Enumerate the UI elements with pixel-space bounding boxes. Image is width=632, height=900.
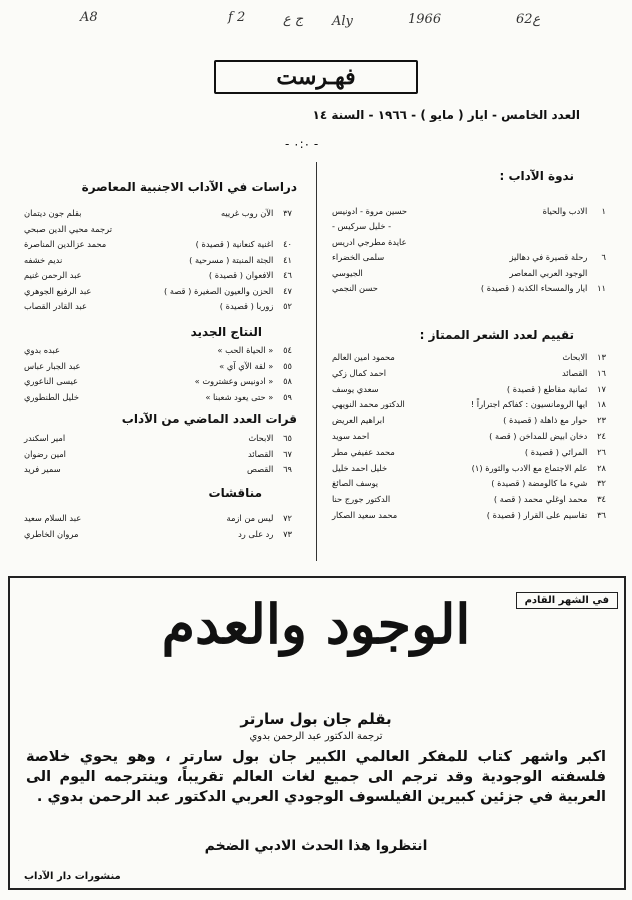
toc-page-number: ٢٨ <box>597 462 606 473</box>
toc-page-number: ١١ <box>597 283 606 293</box>
toc-page-number: ٤٠ <box>283 239 292 249</box>
toc-page-number: ٥٤ <box>283 345 292 355</box>
toc-item-author: ترجمة محيي الدين صبحي <box>24 223 113 234</box>
toc-item-author: محمد سعيد الصكار <box>332 510 398 520</box>
toc-row <box>217 345 292 355</box>
toc-item-author: عبد الرحمن غنيم <box>24 270 82 280</box>
toc-item-author: سلمى الخضراء <box>332 252 385 263</box>
section-discussions: مناقشات <box>208 486 262 500</box>
toc-row <box>220 301 292 311</box>
toc-item-author: محمود امين العالم <box>332 352 395 362</box>
toc-page-number: ٣٢ <box>597 478 606 489</box>
toc-page-number: ١٦ <box>597 367 606 378</box>
toc-item-author: عبده بدوي <box>24 345 60 355</box>
toc-row <box>247 464 292 474</box>
toc-page-number: ٧٢ <box>283 513 292 523</box>
toc-page-number: ١٨ <box>597 399 606 410</box>
toc-row <box>562 352 606 362</box>
toc-page-number: ٣٧ <box>283 208 292 218</box>
toc-item-title: دخان ابيض للمداخن ( قصة ) <box>489 431 588 441</box>
toc-page-number: ٣٤ <box>597 494 606 505</box>
toc-item-author: ابراهيم العريض <box>332 415 385 426</box>
toc-item-title: الابحاث <box>248 433 274 443</box>
toc-item-author: خليل احمد خليل <box>332 462 388 473</box>
toc-page-number: ٤٧ <box>283 285 292 296</box>
issue-line: العدد الخامس - ايار ( مايو ) - ١٩٦٦ - السنة ١٤ <box>312 108 580 122</box>
toc-item-title: الافعوان ( قصيدة ) <box>208 270 274 280</box>
toc-item-author: حسين مروة - ادونيس <box>332 206 408 216</box>
toc-page-number: ٦٩ <box>283 464 292 475</box>
toc-item-title: القصائد <box>247 448 274 459</box>
toc-row <box>507 384 606 394</box>
toc-row <box>525 447 606 457</box>
toc-row <box>491 478 606 488</box>
toc-item-title: شيء ما كالومضة ( قصيدة ) <box>491 478 588 489</box>
column-divider <box>316 162 317 561</box>
toc-item-title: تقاسيم على القرار ( قصيدة ) <box>486 510 588 520</box>
toc-item-title: رد على رد <box>238 529 274 539</box>
toc-item-title: القصائد <box>561 367 588 378</box>
toc-item-title: اغنية كنعانية ( قصيدة ) <box>195 239 274 249</box>
section-previous-issue: قرات العدد الماضي من الآداب <box>121 412 297 426</box>
toc-item-author: سعدي يوسف <box>332 383 379 394</box>
toc-item-title: ايار والمسحاء الكذبة ( قصيدة ) <box>480 283 588 293</box>
toc-row <box>164 286 292 296</box>
toc-row <box>543 206 606 216</box>
toc-item-author: امير اسكندر <box>24 433 66 443</box>
toc-row <box>509 252 606 262</box>
toc-item-title: القصص <box>246 464 274 475</box>
toc-row <box>221 208 292 218</box>
book-title: الوجود والعدم <box>161 592 471 656</box>
call-to-action: انتظروا هذا الحدث الادبي الضخم <box>204 838 428 854</box>
toc-item-author: حسن النجمي <box>332 283 378 293</box>
toc-item-title: ايها الرومانسيون : كفاكم اجتراراً ! <box>470 399 588 410</box>
toc-row <box>276 224 292 234</box>
toc-item-title: الجثة المنبتة ( مسرحية ) <box>189 254 274 265</box>
toc-row <box>562 368 606 378</box>
toc-page-number: ١ <box>601 206 606 216</box>
toc-page-number: ٥٥ <box>283 360 292 371</box>
toc-page-number: ٤٦ <box>283 270 292 280</box>
toc-page-number: ٧٣ <box>283 529 292 539</box>
toc-page-number: ٥٨ <box>283 376 292 387</box>
toc-item-author: احمد كمال زكي <box>332 367 387 378</box>
toc-item-author: الجيوسي <box>332 267 363 278</box>
toc-item-title: ليس من ازمة <box>226 513 274 523</box>
toc-row <box>590 237 606 247</box>
toc-item-title: « حتى يعود شعبنا » <box>205 391 274 402</box>
toc-item-author: خليل الطنطوري <box>24 391 80 402</box>
toc-item-author: نديم خشفه <box>24 254 63 265</box>
section-nadwa: ندوة الآداب : <box>499 169 574 183</box>
toc-row <box>494 494 606 504</box>
toc-row <box>590 221 606 231</box>
section-new-output: النتاج الجديد <box>190 325 262 339</box>
toc-item-author: بقلم جون ديتمان <box>24 208 82 218</box>
toc-page-number: ٣٦ <box>597 510 606 520</box>
toc-page-number: ٦٥ <box>283 433 292 443</box>
toc-item-title: « الحياة الحب » <box>217 345 274 355</box>
toc-row <box>195 376 292 386</box>
toc-row <box>472 463 606 473</box>
toc-item-author: محمد عفيفي مطر <box>332 446 395 457</box>
toc-row <box>209 270 292 280</box>
toc-row <box>227 513 293 523</box>
contents-title: فهـرست <box>276 64 356 90</box>
toc-row <box>503 415 606 425</box>
toc-item-author: عبد السلام سعيد <box>24 513 82 523</box>
toc-item-title: الحزن والعيون الصغيرة ( قصة ) <box>164 285 274 296</box>
handwritten-note-d: Aly <box>332 14 353 29</box>
toc-item-author: سمير فريد <box>24 464 61 475</box>
toc-item-author: - خليل سركيس - <box>332 221 392 232</box>
toc-page-number: ٥٢ <box>283 301 292 311</box>
toc-item-title: الابحاث <box>562 352 588 362</box>
toc-item-title: المرائي ( قصيدة ) <box>524 446 588 457</box>
toc-row <box>248 433 292 443</box>
toc-item-title: رحلة قصيرة في دهاليز <box>509 252 588 263</box>
toc-item-author: محمد عزالدين المناصرة <box>24 239 107 249</box>
toc-item-title: حوار مع ذاهلة ( قصيدة ) <box>503 415 588 426</box>
toc-row <box>189 255 292 265</box>
toc-page-number: ٥٩ <box>283 391 292 402</box>
toc-item-author: عبد القادر القصاب <box>24 301 87 311</box>
toc-row <box>196 239 292 249</box>
section-taqyeem: تقييم لعدد الشعر الممتاز : <box>419 328 574 342</box>
book-author: بقلم جان بول سارتر <box>240 710 392 728</box>
toc-item-author: عبد الرفيع الجوهري <box>24 285 92 296</box>
section-foreign-studies: دراسات في الآداب الاجنبية المعاصرة <box>81 180 297 194</box>
book-translator: ترجمة الدكتور عبد الرحمن بدوي <box>249 731 383 742</box>
toc-page-number: ٢٦ <box>597 446 606 457</box>
toc-item-title: « ادونيس وعشتروت » <box>194 376 274 387</box>
toc-item-author: عيسى الناعوري <box>24 376 79 387</box>
toc-row <box>487 510 606 520</box>
toc-item-author: امين رضوان <box>24 448 66 459</box>
toc-page-number: ٢٣ <box>597 415 606 426</box>
next-month-tag: في الشهر القادم <box>516 592 618 609</box>
toc-item-author: مروان الخاطري <box>24 529 79 539</box>
handwritten-note-f: 62ع <box>516 12 541 27</box>
toc-page-number: ١٣ <box>597 352 606 362</box>
publisher: منشورات دار الآداب <box>24 871 121 882</box>
toc-page-number: ٢٤ <box>597 431 606 441</box>
handwritten-note-e: 1966 <box>408 12 442 27</box>
toc-item-title: محمد اوغلي محمد ( قصة ) <box>493 494 588 505</box>
toc-row <box>238 529 292 539</box>
toc-page-number: ٤١ <box>283 254 292 265</box>
handwritten-note-a: A8 <box>80 10 98 25</box>
toc-row <box>205 392 292 402</box>
toc-page-number: ١٧ <box>597 383 606 394</box>
toc-item-title: الآن روب غرييه <box>220 208 274 218</box>
ornament: - ٠:٠ - <box>285 137 319 151</box>
handwritten-note-b: f 2 <box>228 10 246 25</box>
toc-item-title: الوجود العربي المعاصر <box>509 267 588 278</box>
toc-row <box>219 361 292 371</box>
toc-item-author: الدكتور جورج حنا <box>332 494 391 505</box>
toc-row <box>481 283 606 293</box>
book-description: اكبر واشهر كتاب للمفكر العالمي الكبير جان بول سارتر ، وهو يحوي خلاصة فلسفته الوجودية وقد ترجم الى جميع لغات العالم تقريباً، وينترجمه اليوم الى العربية في جزئين كبيرين الفيلسوف الوجودي العربي الدكتور عبد الرحمن بدوي . <box>26 749 606 805</box>
toc-item-title: زوربا ( قصيدة ) <box>219 301 274 311</box>
handwritten-note-c: ج ع <box>283 12 304 27</box>
toc-item-author: احمد سويد <box>332 431 370 441</box>
toc-row <box>471 399 606 409</box>
toc-row <box>489 431 606 441</box>
toc-item-author: يوسف الصائغ <box>332 478 379 489</box>
contents-title-box <box>214 60 418 94</box>
toc-item-author: الدكتور محمد النويهي <box>332 399 405 410</box>
toc-page-number: ٦ <box>601 252 606 263</box>
toc-item-title: ثمانية مقاطع ( قصيدة ) <box>506 383 588 394</box>
toc-item-title: الادب والحياة <box>542 206 588 216</box>
toc-page-number: ٦٧ <box>283 448 292 459</box>
toc-item-author: عايدة مطرجي ادريس <box>332 236 407 247</box>
toc-item-title: علم الاجتماع مع الادب والثورة (١) <box>471 462 588 473</box>
toc-item-author: عبد الجبار عباس <box>24 360 81 371</box>
toc-item-title: « لقة الآي آي » <box>219 360 274 371</box>
toc-row <box>248 449 292 459</box>
toc-row <box>509 268 606 278</box>
